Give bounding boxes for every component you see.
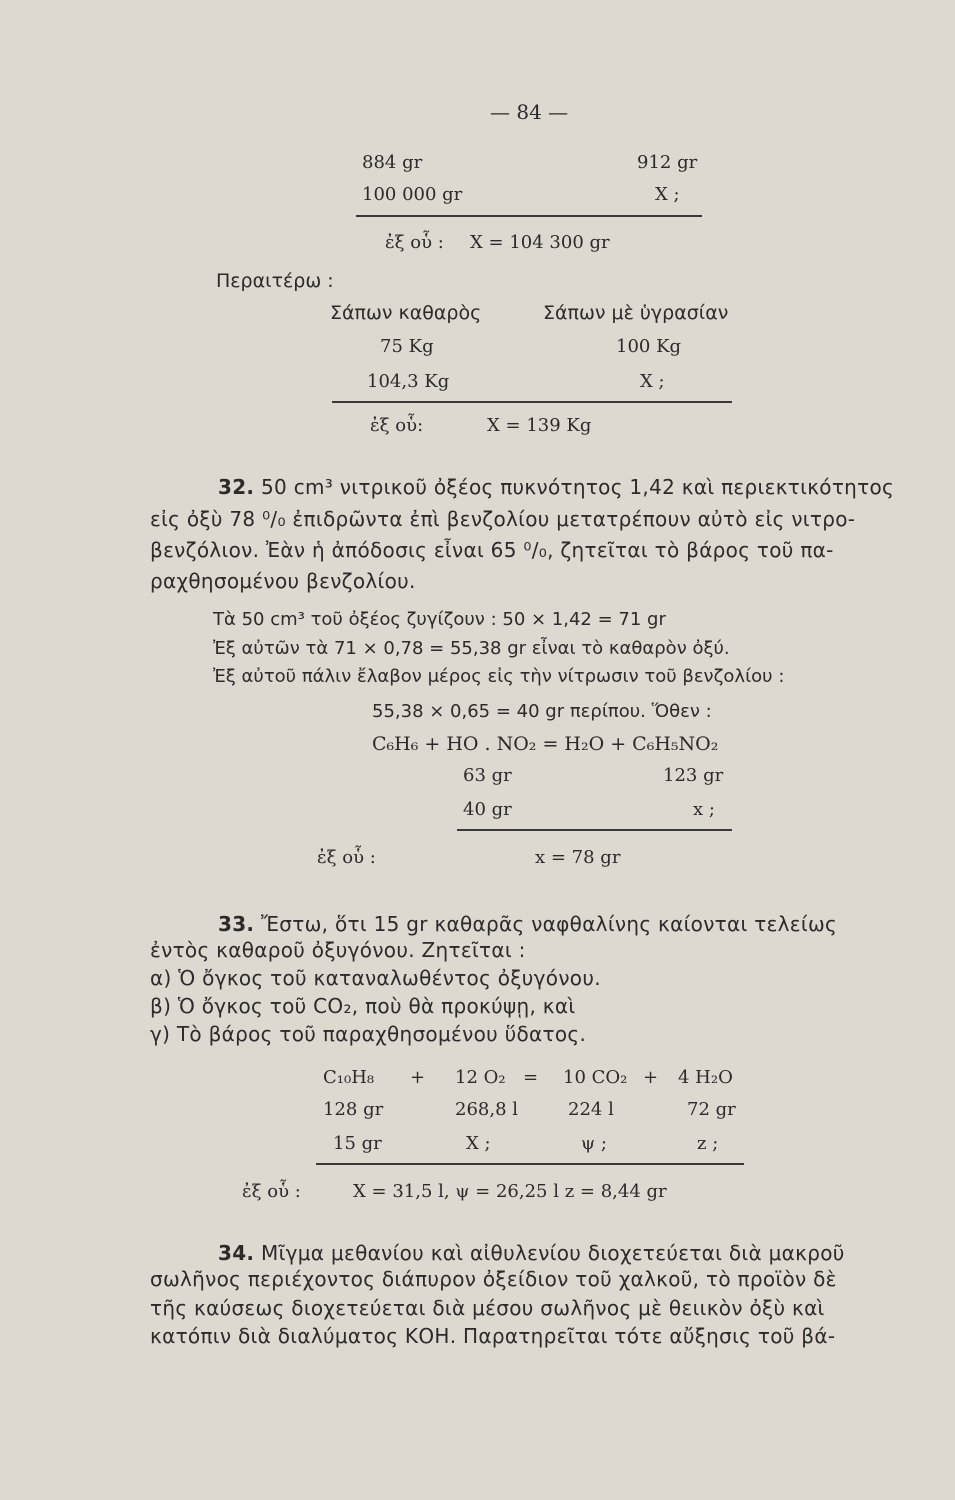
problem-text: σωλῆνος περιέχοντος διάπυρον ὀξείδιον τοῦ χαλκοῦ, τὸ προϊὸν δὲ (150, 1267, 837, 1291)
problem-text: ραχθησομένου βενζολίου. (150, 569, 416, 593)
proportion-unknown: X ; (655, 184, 680, 205)
solution-step: 55,38 × 0,65 = 40 gr περίπου. Ὅθεν : (372, 701, 712, 722)
result-value: x = 78 gr (535, 847, 621, 868)
equation-operator: = (523, 1067, 539, 1088)
column-header: Σάπων μὲ ὑγρασίαν (543, 302, 729, 324)
equation-term: 10 CO₂ (563, 1067, 628, 1088)
proportion-value: 100 000 gr (362, 184, 463, 205)
proportion-value: 224 l (568, 1099, 614, 1120)
problem-text: 34. Μῖγμα μεθανίου καὶ αἰθυλενίου διοχετεύεται διὰ μακροῦ (218, 1241, 845, 1265)
proportion-unknown: X ; (640, 371, 665, 392)
fraction-rule (457, 829, 732, 831)
proportion-unknown: ψ ; (581, 1133, 607, 1154)
problem-text: γ) Τὸ βάρος τοῦ παραχθησομένου ὕδατος. (150, 1022, 587, 1046)
proportion-value: 63 gr (463, 765, 512, 786)
problem-text: 33. Ἔστω, ὅτι 15 gr καθαρᾶς ναφθαλίνης καίονται τελείως (218, 912, 838, 936)
page-number: — 84 — (490, 100, 569, 124)
result-label: ἐξ οὗ : (385, 232, 444, 253)
problem-text: βενζόλιον. Ἐὰν ἡ ἀπόδοσις εἶναι 65 ⁰/₀, ζητεῖται τὸ βάρος τοῦ πα- (150, 538, 834, 562)
result-label: ἐξ οὗ : (242, 1181, 301, 1202)
result-value: X = 31,5 l, ψ = 26,25 l z = 8,44 gr (353, 1181, 667, 1202)
problem-text: κατόπιν διὰ διαλύματος ΚΟΗ. Παρατηρεῖται τότε αὔξησις τοῦ βά- (150, 1324, 836, 1348)
problem-number: 33. (218, 912, 255, 936)
proportion-value: 40 gr (463, 799, 512, 820)
problem-text: εἰς ὀξὺ 78 ⁰/₀ ἐπιδρῶντα ἐπὶ βενζολίου μετατρέπουν αὐτὸ εἰς νιτρο- (150, 507, 856, 531)
section-label: Περαιτέρω : (216, 270, 334, 292)
proportion-value: 268,8 l (455, 1099, 519, 1120)
solution-step: Ἐξ αὐτοῦ πάλιν ἔλαβον μέρος εἰς τὴν νίτρωσιν τοῦ βενζολίου : (213, 666, 785, 687)
proportion-unknown: z ; (697, 1133, 719, 1154)
proportion-value: 128 gr (323, 1099, 384, 1120)
solution-step: Ἐξ αὐτῶν τὰ 71 × 0,78 = 55,38 gr εἶναι τὸ καθαρὸν ὀξύ. (213, 638, 730, 659)
fraction-rule (356, 215, 702, 217)
equation-term: C₁₀H₈ (323, 1067, 375, 1088)
proportion-value: 72 gr (687, 1099, 736, 1120)
proportion-value: 104,3 Kg (367, 371, 450, 392)
proportion-value: 15 gr (333, 1133, 382, 1154)
problem-text: 32. 50 cm³ νιτρικοῦ ὀξέος πυκνότητος 1,42 καὶ περιεκτικότητος (218, 475, 895, 499)
result-label: ἐξ οὗ: (370, 415, 424, 436)
proportion-value: 75 Kg (380, 336, 434, 357)
problem-text: ἐντὸς καθαροῦ ὀξυγόνου. Ζητεῖται : (150, 938, 526, 962)
equation-term: 4 H₂O (678, 1067, 733, 1088)
proportion-value: 123 gr (663, 765, 724, 786)
column-header: Σάπων καθαρὸς (330, 302, 482, 324)
equation-operator: + (643, 1067, 659, 1088)
problem-number: 34. (218, 1241, 255, 1265)
proportion-value: 912 gr (637, 152, 698, 173)
solution-step: Τὰ 50 cm³ τοῦ ὀξέος ζυγίζουν : 50 × 1,42 = 71 gr (213, 609, 666, 630)
result-label: ἐξ οὗ : (317, 847, 376, 868)
problem-text: τῆς καύσεως διοχετεύεται διὰ μέσου σωλῆνος μὲ θειικὸν ὀξὺ καὶ (150, 1296, 825, 1320)
problem-number: 32. (218, 475, 255, 499)
equation-term: 12 O₂ (455, 1067, 506, 1088)
proportion-unknown: X ; (466, 1133, 491, 1154)
problem-text: β) Ὁ ὄγκος τοῦ CO₂, ποὺ θὰ προκύψῃ, καὶ (150, 994, 576, 1018)
chemical-equation: C₆H₆ + HO . NO₂ = H₂O + C₆H₅NO₂ (372, 733, 719, 755)
result-value: X = 139 Kg (487, 415, 592, 436)
result-value: X = 104 300 gr (470, 232, 610, 253)
proportion-unknown: x ; (693, 799, 715, 820)
proportion-value: 884 gr (362, 152, 423, 173)
equation-operator: + (410, 1067, 426, 1088)
fraction-rule (332, 401, 732, 403)
proportion-value: 100 Kg (616, 336, 682, 357)
fraction-rule (316, 1163, 744, 1165)
problem-text: α) Ὁ ὄγκος τοῦ καταναλωθέντος ὀξυγόνου. (150, 966, 601, 990)
